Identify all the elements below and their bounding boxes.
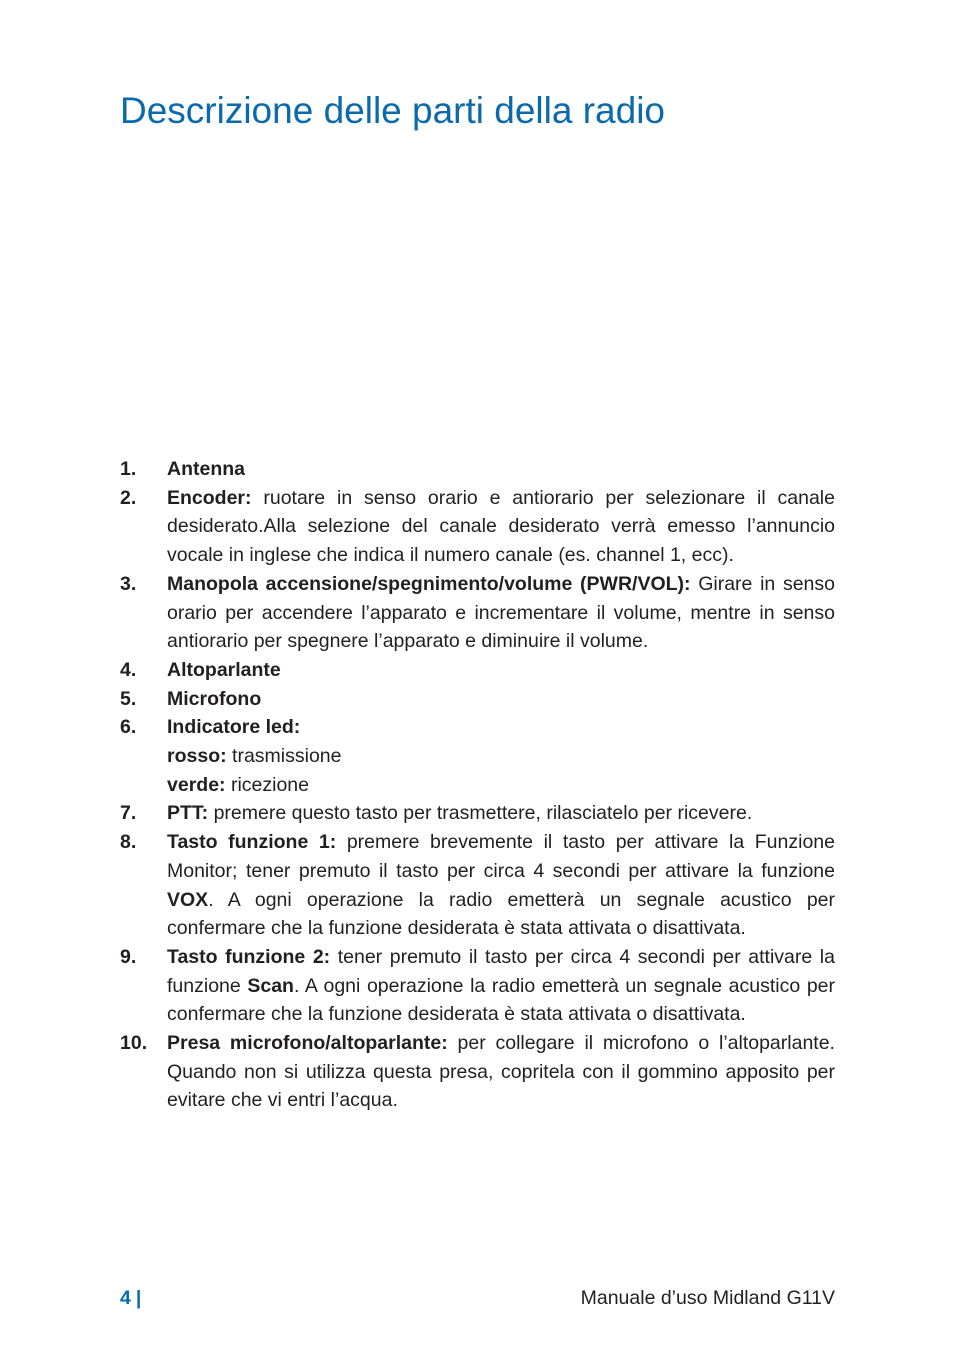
led-green-line [167,771,835,800]
item-body [167,713,835,799]
item-number: 2. [120,486,137,509]
item-description: Girare in senso orario per accendere l’apparato e incrementare il volume, mentre in senso antiorario per spegnere l’apparato e diminuire il volume. [167,572,835,653]
led-green-label: verde: [167,773,226,796]
item-body [167,799,835,828]
item-description: premere questo tasto per trasmettere, rilasciatelo per ricevere. [208,802,753,825]
item-body [167,455,835,484]
item-body [167,484,835,570]
led-red-line [167,742,835,771]
item-label: Tasto funzione 2: [167,945,331,968]
item-body [167,685,835,714]
item-label: Manopola accensione/spegnimento/volume (PWR/VOL): [167,572,691,595]
item-description: per collegare il microfono o l’altoparlante. Quando non si utilizza questa presa, copritela con il gommino apposito per evitare che vi entri l’acqua. [167,1032,835,1112]
list-item-volume-knob [120,570,835,656]
item-body [167,943,835,1029]
item-description: ruotare in senso orario e antiorario per selezionare il canale desiderato.Alla selezione del canale desiderato verrà emesso l’annuncio vocale in inglese che indica il numero canale (es. channel 1, ecc). [167,486,835,567]
led-red-label: rosso: [167,745,227,768]
page-footer [120,1284,835,1314]
page-number: 4 [120,1287,131,1309]
list-item-mic-speaker-jack [120,1029,835,1115]
item-label: Tasto funzione 1: [167,831,337,854]
item-body [167,828,835,943]
parts-list [120,455,835,1115]
manual-title: Manuale d’uso Midland G11V [580,1287,835,1309]
page-separator: | [135,1287,142,1309]
page-number-group [120,1284,141,1312]
item-body [167,1029,835,1115]
list-item-ptt [120,799,835,828]
item-number: 10. [120,1032,148,1055]
item-emphasis: VOX [167,888,209,911]
item-label: Presa microfono/altoparlante: [167,1032,448,1055]
item-number: 8. [120,831,137,854]
item-description-cont: . A ogni operazione la radio emetterà un segnale acustico per confermare che la funzione desiderata è stata attivata o disattivata. [167,888,835,940]
item-label: Antenna [167,458,245,480]
item-number: 1. [120,458,137,480]
item-description: premere brevemente il tasto per attivare la Funzione Monitor; tener premuto il tasto per circa 4 secondi per attivare la funzione [167,831,835,882]
list-item-encoder [120,484,835,570]
list-item-antenna [120,455,835,484]
item-label: Encoder: [167,486,252,509]
item-label: Indicatore led: [167,716,301,739]
item-number: 3. [120,572,137,595]
list-item-speaker [120,656,835,685]
list-item-led-indicator [120,713,835,799]
item-description: tener premuto il tasto per circa 4 secondi per attivare la funzione [167,945,835,997]
item-number: 7. [120,802,137,825]
item-number: 9. [120,945,137,968]
item-number: 5. [120,687,137,710]
item-body [167,656,835,685]
page-title: Descrizione delle parti della radio [120,90,666,131]
item-description-cont: . A ogni operazione la radio emetterà un segnale acustico per confermare che la funzione desiderata è stata attivata o disattivata. [167,974,835,1026]
item-label: Altoparlante [167,658,281,681]
list-item-function-key-1 [120,828,835,943]
led-red-text: trasmissione [226,745,342,768]
list-item-function-key-2 [120,943,835,1029]
item-emphasis: Scan [247,974,294,997]
item-label: Microfono [167,687,262,710]
item-label: PTT: [167,802,209,825]
list-item-microphone [120,685,835,714]
item-number: 6. [120,716,137,739]
item-body [167,570,835,656]
led-green-text: ricezione [225,773,309,796]
item-number: 4. [120,658,137,681]
